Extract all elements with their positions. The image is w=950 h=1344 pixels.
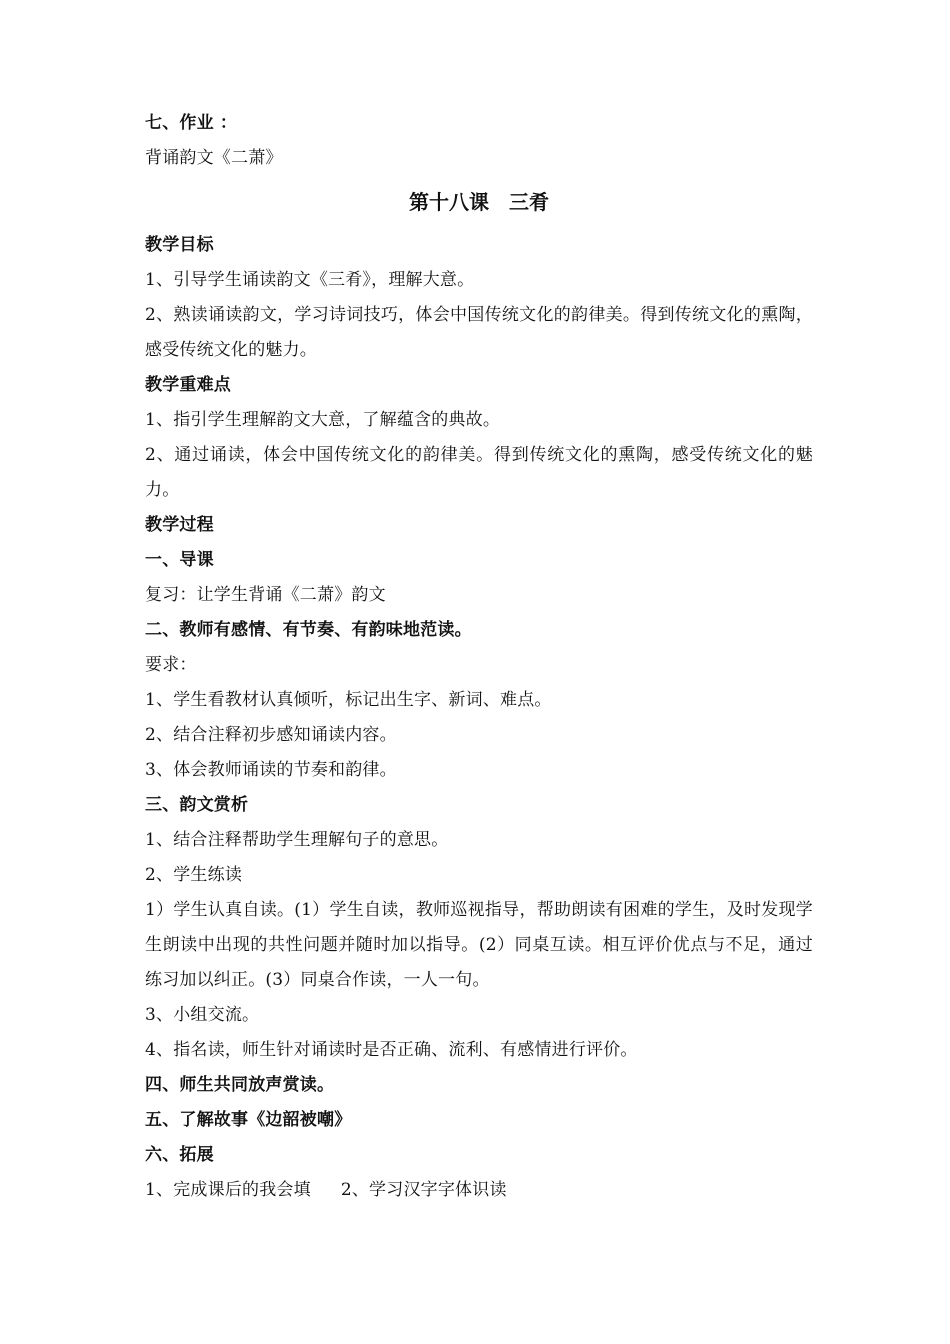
appreciation-item-2: 2、学生练读 (145, 865, 243, 885)
requirement-item-2: 2、结合注释初步感知诵读内容。 (145, 725, 397, 745)
requirement-item-1: 1、学生看教材认真倾听，标记出生字、新词、难点。 (145, 690, 552, 710)
document-content (145, 106, 813, 1208)
key-points-heading: 教学重难点 (145, 375, 231, 395)
read-together-heading: 四、师生共同放声赏读。 (145, 1075, 335, 1095)
process-heading: 教学过程 (145, 515, 214, 535)
objective-item-2: 2、熟读诵读韵文，学习诗词技巧，体会中国传统文化的韵律美。得到传统文化的熏陶，感受传统文化的魅力。 (145, 305, 813, 360)
requirement-label: 要求： (145, 655, 197, 675)
extension-heading: 六、拓展 (145, 1145, 214, 1165)
objectives-heading: 教学目标 (145, 235, 214, 255)
key-point-item-2: 2、通过诵读，体会中国传统文化的韵律美。得到传统文化的熏陶，感受传统文化的魅力。 (145, 445, 813, 500)
story-heading: 五、了解故事《边韶被嘲》 (145, 1110, 352, 1130)
key-point-item-1: 1、指引学生理解韵文大意，了解蕴含的典故。 (145, 410, 501, 430)
objective-item-1: 1、引导学生诵读韵文《三肴》，理解大意。 (145, 270, 475, 290)
appreciation-item-4: 4、指名读，师生针对诵读时是否正确、流利、有感情进行评价。 (145, 1040, 638, 1060)
extension-item-1: 1、完成课后的我会填 (145, 1180, 311, 1200)
homework-heading: 七、作业 ： (145, 113, 238, 133)
homework-item: 背诵韵文《二萧》 (145, 148, 283, 168)
intro-text: 复习：让学生背诵《二萧》韵文 (145, 585, 386, 605)
intro-heading: 一、导课 (145, 550, 214, 570)
appreciation-item-2-detail: 1）学生认真自读。(1）学生自读，教师巡视指导，帮助朗读有困难的学生，及时发现学生朗读中出现的共性问题并随时加以指导。(2）同桌互读。相互评价优点与不足，通过练习加以纠正。(3）同桌合作读，一人一句。 (145, 900, 813, 990)
extension-items (145, 1173, 813, 1208)
lesson-title: 第十八课 三肴 (409, 190, 549, 214)
extension-item-2: 2、学习汉字字体识读 (340, 1180, 507, 1200)
appreciation-item-3: 3、小组交流。 (145, 1005, 260, 1025)
teacher-reading-heading: 二、教师有感情、有节奏、有韵味地范读。 (145, 620, 472, 640)
appreciation-item-1: 1、结合注释帮助学生理解句子的意思。 (145, 830, 449, 850)
requirement-item-3: 3、体会教师诵读的节奏和韵律。 (145, 760, 397, 780)
appreciation-heading: 三、韵文赏析 (145, 795, 249, 815)
